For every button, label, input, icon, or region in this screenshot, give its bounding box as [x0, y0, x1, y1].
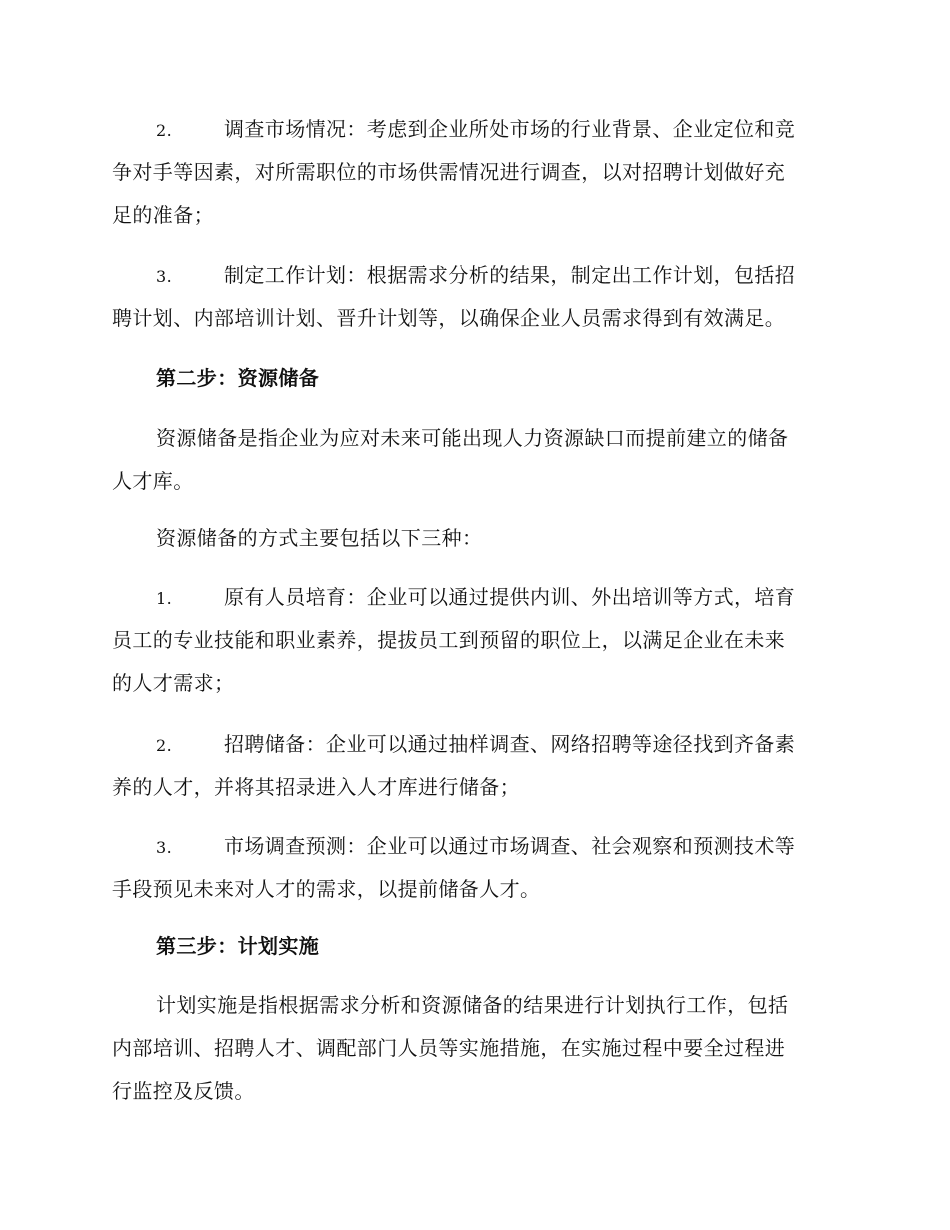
section-heading-step-three	[112, 925, 842, 968]
list-number: 2.	[156, 121, 173, 140]
list-item-recruitment-reserve	[112, 723, 842, 809]
list-item-text: 调查市场情况：考虑到企业所处市场的行业背景、企业定位和竞	[224, 117, 796, 141]
text-line: 的人才需求；	[112, 671, 235, 695]
paragraph-resource-reserve-definition	[112, 417, 842, 503]
text-line: 内部培训、招聘人才、调配部门人员等实施措施，在实施过程中要全过程进	[112, 1036, 786, 1060]
text-line: 养的人才，并将其招录进入人才库进行储备；	[112, 775, 520, 799]
heading-text: 第二步：资源储备	[156, 366, 320, 390]
text-line: 聘计划、内部培训计划、晋升计划等，以确保企业人员需求得到有效满足。	[112, 306, 786, 330]
list-item-first-line	[112, 254, 842, 297]
list-number: 3.	[156, 838, 173, 857]
list-item-market-forecast	[112, 825, 842, 911]
text-line: 员工的专业技能和职业素养，提拔员工到预留的职位上，以满足企业在未来	[112, 628, 786, 652]
list-item-text: 市场调查预测：企业可以通过市场调查、社会观察和预测技术等	[224, 834, 796, 858]
list-item-first-line	[112, 723, 842, 766]
text-line: 足的准备；	[112, 203, 214, 227]
list-item-first-line	[112, 576, 842, 619]
text-line: 行监控及反馈。	[112, 1079, 255, 1103]
list-item-text: 制定工作计划：根据需求分析的结果，制定出工作计划，包括招	[224, 263, 796, 287]
text-line: 人才库。	[112, 469, 194, 493]
list-item-first-line	[112, 825, 842, 868]
list-number: 3.	[156, 267, 173, 286]
heading-text: 第三步：计划实施	[156, 934, 320, 958]
list-item-market-survey	[112, 108, 842, 237]
list-number: 1.	[156, 589, 173, 608]
text-line: 争对手等因素，对所需职位的市场供需情况进行调查，以对招聘计划做好充	[112, 160, 786, 184]
paragraph-plan-implementation	[112, 984, 842, 1113]
text-line: 资源储备是指企业为应对未来可能出现人力资源缺口而提前建立的储备	[156, 426, 789, 450]
list-item-first-line	[112, 108, 842, 151]
list-item-staff-cultivation	[112, 576, 842, 705]
list-item-text: 原有人员培育：企业可以通过提供内训、外出培训等方式，培育	[224, 585, 796, 609]
list-item-text: 招聘储备：企业可以通过抽样调查、网络招聘等途径找到齐备素	[224, 732, 796, 756]
list-item-work-plan	[112, 254, 842, 340]
text-line: 手段预见未来对人才的需求，以提前储备人才。	[112, 877, 541, 901]
text-line: 资源储备的方式主要包括以下三种：	[156, 526, 483, 550]
paragraph-reserve-methods-intro	[112, 517, 842, 560]
section-heading-step-two	[112, 357, 842, 400]
list-number: 2.	[156, 736, 173, 755]
text-line: 计划实施是指根据需求分析和资源储备的结果进行计划执行工作，包括	[156, 993, 789, 1017]
